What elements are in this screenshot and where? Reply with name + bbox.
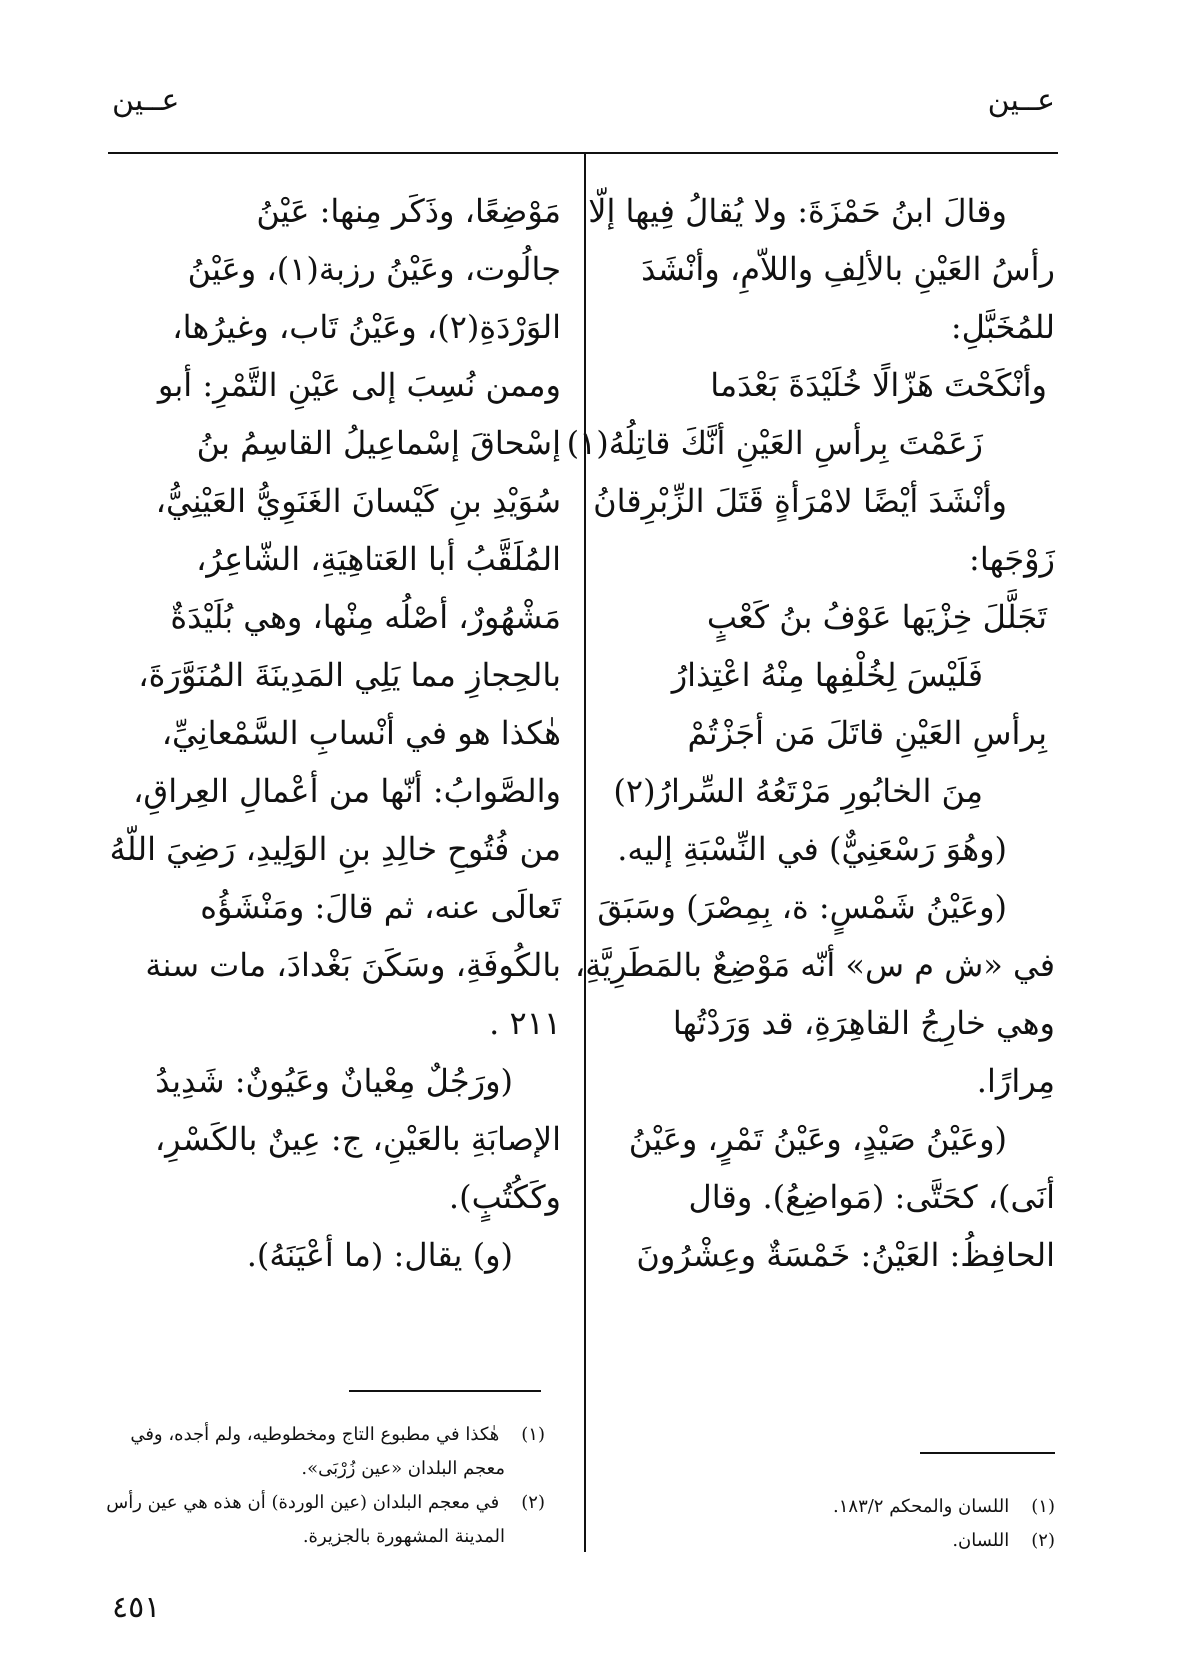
page-number: ٤٥١ [112,1590,161,1625]
text-line: (ورَجُلٌ مِعْيانٌ وعَيُونٌ: شَدِيدُ [155,1062,513,1100]
text-line: الإصابَةِ بالعَيْنِ، ج: عِينٌ بالكَسْرِ، [154,1120,561,1158]
text-line: إسْحاقَ إسْماعِيلُ القاسِمُ بنُ [196,424,561,462]
text-line: (وهُوَ رَسْعَنِيٌّ) في النِّسْبَةِ إليه. [617,830,1007,868]
footnote [625,1524,1055,1558]
poem-line: فَلَيْسَ لِخُلْفِها مِنْهُ اعْتِذارُ [671,656,983,694]
running-head-right: عــين [987,83,1055,118]
text-line: مِرارًا. [976,1062,1055,1100]
text-line: بالكُوفَةِ، وسَكَنَ بَغْدادَ، مات سنة [145,946,561,984]
poem-line: مِنَ الخابُورِ مَرْتَعُهُ السِّرارُ(٢) [613,772,983,810]
column-divider [584,154,586,1552]
text-line: تَعالَى عنه، ثم قالَ: ومَنْشَؤُه [200,888,561,926]
footnote-rule-right [920,1452,1055,1454]
footnote [107,1486,545,1520]
text-line: من فُتُوحِ خالِدِ بنِ الوَلِيدِ، رَضِيَ اللّهُ [109,830,561,868]
footnote [107,1418,545,1452]
footnote-rule-left [349,1390,541,1392]
text-line: هٰكذا هو في أنْسابِ السَّمْعانِيِّ، [161,714,561,752]
poem-line: تَجَلَّلَ خِزْيَها عَوْفُ بنُ كَعْبٍ [706,598,1047,636]
text-line: الحافِظُ: العَيْنُ: خَمْسَةٌ وعِشْرُونَ [636,1236,1055,1274]
text-line: أنَى)، كحَتَّى: (مَواضِعُ). وقال [688,1178,1055,1216]
footnotes-left [107,1418,545,1554]
poem-line: زَعَمْتَ بِرأسِ العَيْنِ أنَّكَ قاتِلُهُ(١) [566,424,983,462]
text-line: سُوَيْدِ بنِ كَيْسانَ الغَنَوِيُّ العَيْنِيُّ، [155,482,561,520]
footnote-continuation: معجم البلدان «عين زُرْبَى». [301,1458,505,1479]
text-line: المُلَقَّبُ أبا العَتاهِيَةِ، الشّاعِرُ، [196,540,561,578]
footnote-number: (١) [1031,1496,1055,1517]
right-column [566,182,1055,1284]
text-line: (و) يقال: (ما أعْيَنَهُ). [246,1236,513,1274]
text-line: في «ش م س» أنّه مَوْضِعٌ بالمَطَرِيَّةِ، [574,946,1055,984]
poem-line: بِرأسِ العَيْنِ قاتَلَ مَن أجَزْتُمْ [687,714,1047,752]
footnote-text: اللسان. [952,1530,1010,1551]
footnotes-right [625,1490,1055,1558]
text-line: زَوْجَها: [969,540,1055,578]
footnote-continuation: المدينة المشهورة بالجزيرة. [302,1526,505,1547]
text-line: وقالَ ابنُ حَمْزَةَ: ولا يُقالُ فِيها إلّا [588,192,1007,230]
footnote-number: (٢) [521,1492,545,1513]
text-line: مَشْهُورٌ، أصْلُه مِنْها، وهي بُلَيْدَةٌ [170,598,561,636]
poem-line: وأنْكَحْتَ هَزّالًا خُلَيْدَةَ بَعْدَما [710,366,1047,404]
footnote-text: هٰكذا في مطبوع التاج ومخطوطيه، ولم أجده، وفي [130,1424,500,1445]
footnote-text: في معجم البلدان (عين الوردة) أن هذه هي عين رأس [106,1492,500,1513]
footnote-number: (٢) [1031,1530,1055,1551]
text-line: وممن نُسِبَ إلى عَيْنِ التَّمْرِ: أبو [157,366,561,404]
footnote-number: (١) [521,1424,545,1445]
footnote [625,1490,1055,1524]
text-line: الوَرْدَةِ(٢)، وعَيْنُ تَاب، وغيرُها، [172,308,561,346]
text-line: مَوْضِعًا، وذَكَر مِنها: عَيْنُ [256,192,561,230]
text-line: والصَّوابُ: أنّها من أعْمالِ العِراقِ، [133,772,561,810]
text-line: للمُخَبَّلِ: [950,308,1055,346]
text-line: وأنْشَدَ أيْضًا لامْرَأةٍ قَتَلَ الزِّبْرِقانُ [593,482,1007,520]
text-line: (وعَيْنُ صَيْدٍ، وعَيْنُ تَمْرٍ، وعَيْنُ [628,1120,1007,1158]
text-line: وكَكُتُبٍ). [448,1178,561,1216]
running-head-left: عــين [112,83,180,118]
text-line: بالحِجازِ مما يَلِي المَدِينَةَ المُنَوَّرَةَ، [138,656,561,694]
text-line: ٢١١ . [489,1004,561,1042]
header-rule [108,152,1058,154]
text-line: جالُوت، وعَيْنُ رزبة(١)، وعَيْنُ [187,250,561,288]
left-column [111,182,561,1284]
text-line: رأسُ العَيْنِ بالألِفِ واللاّمِ، وأنْشَدَ [641,250,1055,288]
footnote-text: اللسان والمحكم ١٨٣/٢. [833,1496,1010,1517]
text-line: (وعَيْنُ شَمْسٍ: ة، بِمِصْرَ) وسَبَقَ [597,888,1007,926]
text-line: وهي خارِجُ القاهِرَةِ، قد وَرَدْتُها [672,1004,1055,1042]
